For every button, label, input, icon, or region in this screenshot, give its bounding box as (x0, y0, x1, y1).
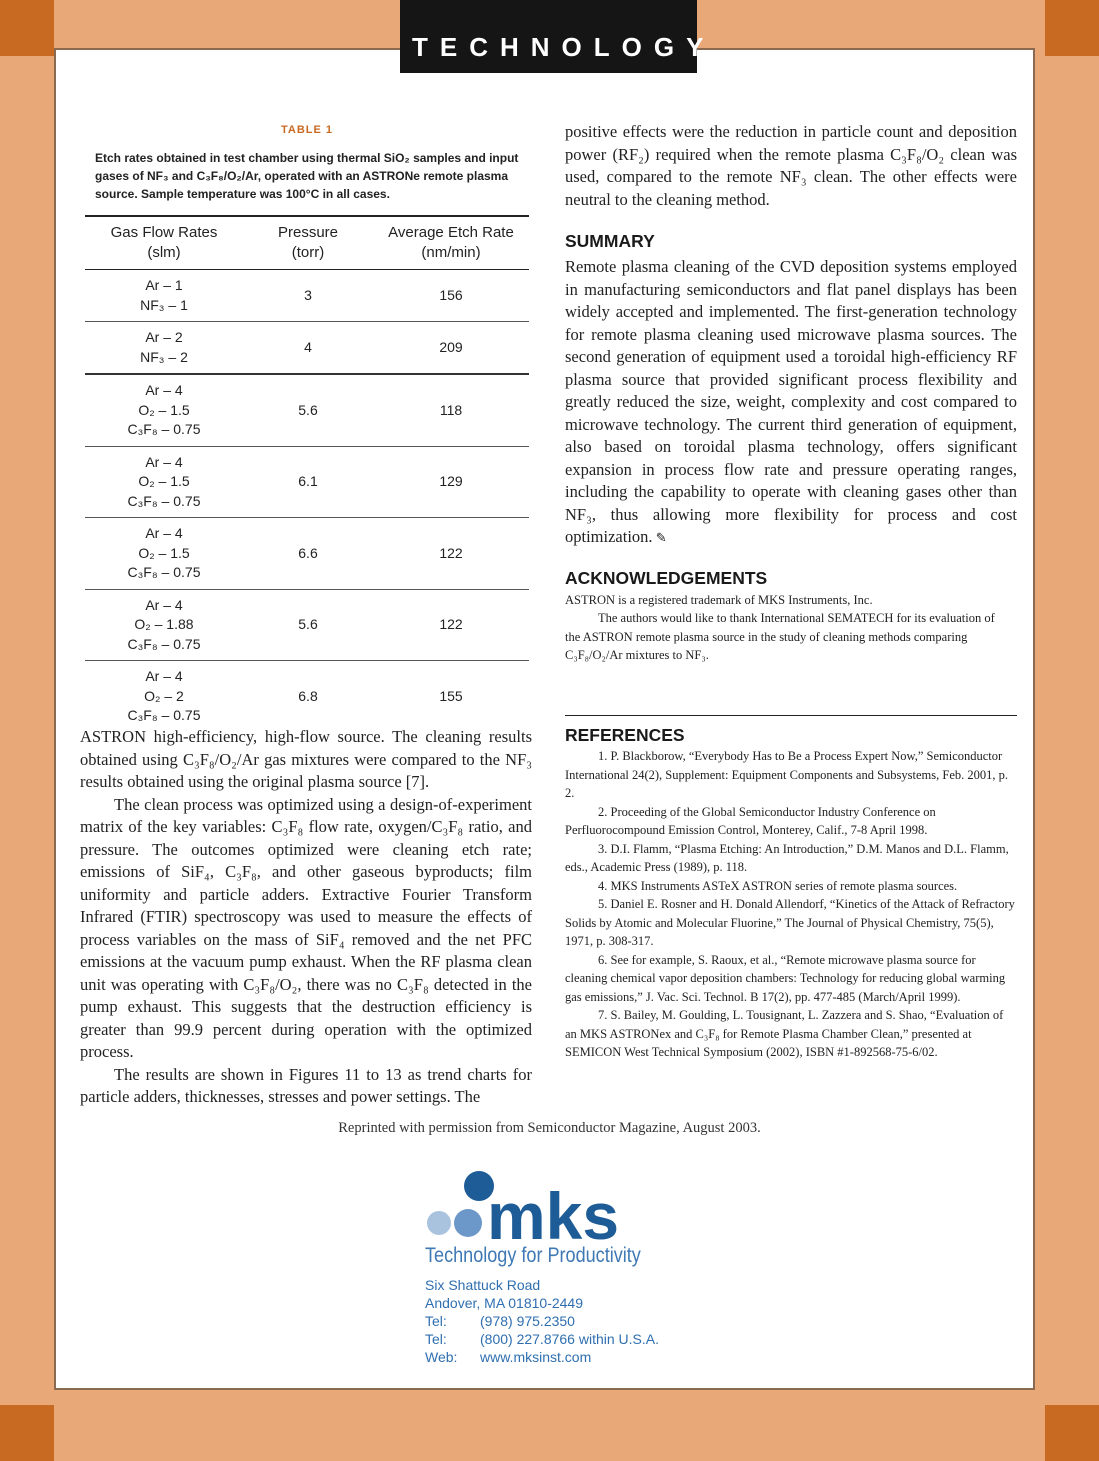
company-address (425, 1276, 659, 1366)
section-heading-summary: SUMMARY (565, 231, 655, 251)
website-link[interactable]: www.mksinst.com (480, 1349, 592, 1365)
city: Andover, MA 01810-2449 (425, 1295, 584, 1311)
paragraph: The results are shown in Figures 11 to 13 as trend charts for particle adders, thicknesses, stresses and power settings. The (80, 1064, 532, 1106)
left-column-body (80, 726, 532, 1109)
section-header: TECHNOLOGY (400, 0, 697, 73)
frame-corner (1045, 0, 1099, 56)
logo-dot (454, 1209, 482, 1237)
ack-text: ASTRON is a registered trademark of MKS Instruments, Inc. (565, 593, 873, 607)
table-row: Ar – 2 NF₃ – 2 4 209 (85, 322, 529, 375)
ack-text: The authors would like to thank International SEMATECH for its evaluation of the ASTRON remote plasma source in the study of cleaning methods comparing C₃F₈/O₂/Ar mixtures to NF₃. (565, 611, 995, 662)
table-caption: Etch rates obtained in test chamber using thermal SiO₂ samples and input gases of NF₃ and C₃F₈/O₂/Ar, operated with an ASTRONe remote plasma source. Sample temperature was 100°C in all cases. (95, 151, 519, 201)
mks-logo (425, 1168, 665, 1248)
frame-corner (0, 1405, 54, 1461)
column-header: Gas Flow Rates (slm) (85, 216, 243, 270)
reprint-note: Reprinted with permission from Semiconductor Magazine, August 2003. (338, 1120, 761, 1136)
table-row: Ar – 4 O₂ – 1.5 C₃F₈ – 0.75 5.6 118 (85, 374, 529, 446)
paragraph: ASTRON high-efficiency, high-flow source. The cleaning results obtained using C₃F₈/O₂/Ar gas mixtures were compared to the NF₃ results obtained using the original plasma source [7]. (80, 727, 532, 791)
frame-corner (0, 0, 54, 56)
logo-wordmark: mks (487, 1179, 620, 1248)
reference-item: 2. Proceeding of the Global Semiconductor Industry Conference on Perfluorocompound Emission Control, Monterey, Calif., 7-8 April 1998. (565, 804, 936, 837)
contact-row: Tel: (800) 227.8766 within U.S.A. (425, 1331, 659, 1347)
contact-row: Tel: (978) 975.2350 (425, 1313, 575, 1329)
paragraph: The clean process was optimized using a design-of-experiment matrix of the key variables: C₃F₈ flow rate, oxygen/C₃F₈ ratio, and pressure. The outcomes optimized were cleaning etch rate; emissions of SiF₄, C₃F₈, and other gaseous byproducts; film uniformity and particle adders. Extractive Fourier Transform Infrared (FTIR) spectroscopy was used to measure the effects of process variables on the mass of SiF₄ removed and the net PFC emissions at the vacuum pump exhaust. When the RF plasma clean unit was operating with C₃F₈/O₂, there was no C₃F₈ detected in the pump exhaust. This suggests that the destruction efficiency is greater than 99.9 percent during operation with the optimized process. (80, 794, 532, 1061)
table-label: TABLE 1 (280, 124, 334, 136)
column-header: Average Etch Rate (nm/min) (373, 216, 529, 270)
tagline: Technology for Productivity (425, 1244, 641, 1267)
table-row: Ar – 4 O₂ – 1.5 C₃F₈ – 0.75 6.1 129 (85, 446, 529, 518)
paragraph: positive effects were the reduction in particle count and deposition power (RF₂) required when the remote plasma C₃F₈/O₂ clean was used, compared to the remote NF₃ clean. The other effects were neutral to the cleaning method. (565, 122, 1017, 209)
frame-left (0, 56, 54, 1405)
contact-row: Web: www.mksinst.com (425, 1349, 592, 1365)
logo-dot (427, 1211, 451, 1235)
street: Six Shattuck Road (425, 1277, 541, 1293)
column-header: Pressure (torr) (243, 216, 373, 270)
summary-text: Remote plasma cleaning of the CVD deposition systems employed in manufacturing semiconductors and flat panel displays has been widely accepted and implemented. The first-generation technology for remote plasma cleaning used microwave plasma sources. The second generation of equipment used a toroidal high-efficiency RF plasma source that provided significant process flexibility and greatly reduced the size, weight, complexity and cost compared to microwave technology. The current third generation of equipment, also based on toroidal plasma technology, offers significant expansion in process flow rate and pressure operating ranges, including the capability to operate with cleaning gases other than NF₃, thus allowing more flexibility for process and cost optimization. ✎ (565, 257, 1017, 546)
reference-item: 3. D.I. Flamm, “Plasma Etching: An Introduction,” D.M. Manos and D.L. Flamm, eds., Academic Press (1989), p. 118. (565, 841, 1009, 874)
frame-right (1045, 56, 1099, 1405)
section-heading-references: REFERENCES (565, 725, 685, 745)
divider (565, 715, 1017, 716)
reference-item: 5. Daniel E. Rosner and H. Donald Allendorf, “Kinetics of the Attack of Refractory Solids by Atomic and Molecular Fluorine,” The Journal of Physical Chemistry, 75(5), 1971, p. 308-317. (565, 897, 1015, 948)
table-row: Ar – 4 O₂ – 1.5 C₃F₈ – 0.75 6.6 122 (85, 518, 529, 590)
frame-corner (1045, 1405, 1099, 1461)
frame-bottom (54, 1405, 1045, 1461)
reference-list (565, 747, 1017, 1062)
table-row: Ar – 1 NF₃ – 1 3 156 (85, 270, 529, 322)
table-row: Ar – 4 O₂ – 1.88 C₃F₈ – 0.75 5.6 122 (85, 589, 529, 661)
reference-item: 7. S. Bailey, M. Goulding, L. Tousignant, L. Zazzera and S. Shao, “Evaluation of an MKS ASTRONex and C₃F₈ for Remote Plasma Chamber Clean,” presented at SEMICON West Technical Symposium (2002), ISBN #1-892568-75-6/02. (565, 1008, 1004, 1059)
table-row: Ar – 4 O₂ – 2 C₃F₈ – 0.75 6.8 155 (127, 668, 463, 723)
reference-item: 1. P. Blackborow, “Everybody Has to Be a Process Expert Now,” Semiconductor International 24(2), Supplement: Equipment Components and Subsystems, Feb. 2001, p. 2. (565, 749, 1009, 800)
reference-item: 4. MKS Instruments ASTeX ASTRON series of remote plasma sources. (598, 878, 958, 893)
end-mark-icon: ✎ (652, 530, 667, 545)
reference-item: 6. See for example, S. Raoux, et al., “Remote microwave plasma source for cleaning chemical vapor deposition chambers: Technology for reducing global warming gas emissions,” J. Vac. Sci. Technol. B 17(2), pp. 477-485 (March/April 1999). (565, 952, 1006, 1004)
section-heading-acknowledgements: ACKNOWLEDGEMENTS (565, 568, 768, 588)
etch-rate-table (85, 215, 529, 732)
